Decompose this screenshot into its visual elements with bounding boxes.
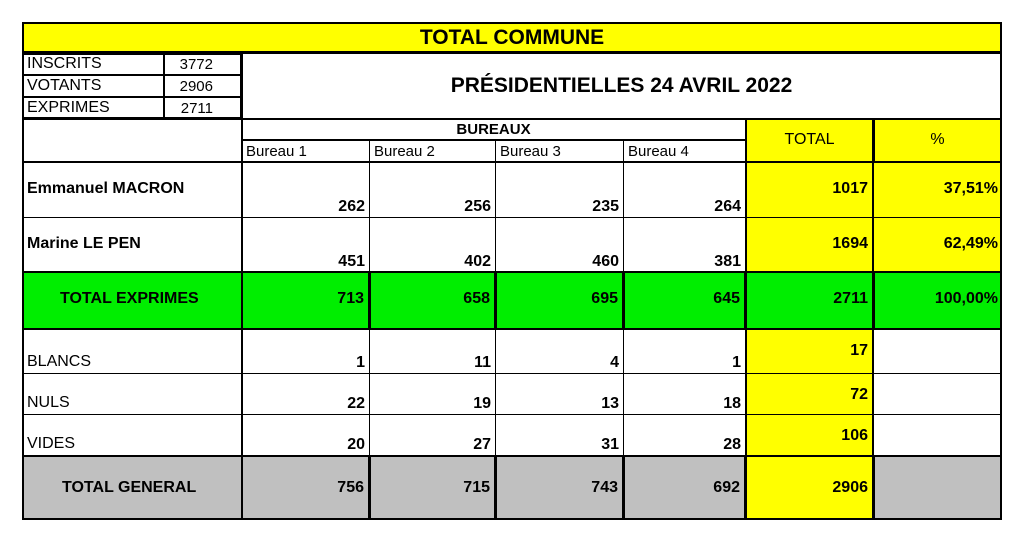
header-bureau-3 <box>495 140 624 163</box>
header-bureau-4 <box>623 140 746 163</box>
other-total-cell <box>745 414 874 456</box>
total-general-pct <box>873 455 1002 520</box>
other-b2-cell-text: 11 <box>474 354 491 371</box>
total-general-b1 <box>241 455 370 520</box>
other-b2-cell <box>369 414 496 456</box>
other-label-cell-text: VIDES <box>27 435 76 452</box>
other-b2-cell <box>369 329 496 374</box>
summary-label-text: EXPRIMES <box>27 99 110 116</box>
candidate-name-cell-text: Marine LE PEN <box>27 235 141 252</box>
candidate-b3-cell-text: 235 <box>592 198 619 215</box>
other-label-cell-text: BLANCS <box>27 353 92 370</box>
header-pct <box>873 118 1002 163</box>
candidate-b3-cell <box>495 217 624 273</box>
other-b4-cell <box>623 414 746 456</box>
other-label-cell-text: NULS <box>27 394 70 411</box>
candidate-total-cell <box>745 162 874 218</box>
candidate-pct-cell-text: 37,51% <box>943 180 998 197</box>
candidate-total-cell <box>745 217 874 273</box>
header-pct-text: % <box>930 131 945 148</box>
other-b3-cell-text: 4 <box>610 354 619 371</box>
total-exprimes-total <box>745 271 874 330</box>
header-bureaux <box>241 118 746 140</box>
other-b1-cell-text: 20 <box>347 436 365 453</box>
other-pct-cell <box>873 329 1002 374</box>
other-b1-cell <box>241 373 370 415</box>
other-b3-cell-text: 13 <box>601 395 619 412</box>
summary-value-text: 2711 <box>180 100 213 117</box>
candidate-b2-cell <box>369 162 496 218</box>
total-exprimes-b3-text: 695 <box>591 290 618 307</box>
total-exprimes-pct <box>873 271 1002 330</box>
header-total <box>745 118 874 163</box>
page-title: TOTAL COMMUNE <box>419 26 605 49</box>
header-bureau-text: Bureau 1 <box>246 143 307 160</box>
other-b2-cell <box>369 373 496 415</box>
summary-label-exprimes <box>22 97 164 119</box>
candidate-name-cell-text: Emmanuel MACRON <box>27 180 185 197</box>
total-exprimes-b1-text: 713 <box>337 290 364 307</box>
other-pct-cell <box>873 414 1002 456</box>
total-general-b2-text: 715 <box>463 479 490 496</box>
summary-value-text: 3772 <box>179 56 213 73</box>
candidate-b1-cell <box>241 162 370 218</box>
candidate-b4-cell <box>623 162 746 218</box>
summary-label-inscrits <box>22 53 164 75</box>
candidate-b2-cell <box>369 217 496 273</box>
candidate-b4-cell <box>623 217 746 273</box>
header-bureau-text: Bureau 4 <box>628 143 689 160</box>
total-general-label-text: TOTAL GENERAL <box>62 479 197 496</box>
total-exprimes-pct-text: 100,00% <box>934 290 998 307</box>
summary-label-text: VOTANTS <box>27 77 102 94</box>
other-b2-cell-text: 19 <box>473 395 491 412</box>
total-general-total-text: 2906 <box>832 479 868 496</box>
candidate-pct-cell <box>873 162 1002 218</box>
subtitle-box <box>241 52 1002 120</box>
candidate-b2-cell-text: 256 <box>464 198 491 215</box>
header-bureaux-text: BUREAUX <box>456 121 531 138</box>
header-bureau-1 <box>241 140 370 163</box>
total-exprimes-b2-text: 658 <box>463 290 490 307</box>
other-label-cell <box>22 373 243 415</box>
candidate-b1-cell-text: 451 <box>338 253 365 270</box>
header-bureau-text: Bureau 2 <box>374 143 435 160</box>
other-b3-cell-text: 31 <box>601 436 619 453</box>
candidate-b3-cell <box>495 162 624 218</box>
election-title: PRÉSIDENTIELLES 24 AVRIL 2022 <box>450 74 793 97</box>
summary-value-exprimes <box>164 97 242 119</box>
total-general-b2 <box>369 455 496 520</box>
total-general-b3-text: 743 <box>591 479 618 496</box>
other-b4-cell <box>623 373 746 415</box>
header-bureau-2 <box>369 140 496 163</box>
other-b3-cell <box>495 329 624 374</box>
total-exprimes-b4-text: 645 <box>713 290 740 307</box>
other-total-cell-text: 17 <box>850 342 868 359</box>
other-b4-cell-text: 28 <box>723 436 741 453</box>
total-general-label <box>22 455 243 520</box>
candidate-b1-cell <box>241 217 370 273</box>
candidate-name-cell <box>22 162 243 218</box>
other-total-cell <box>745 329 874 374</box>
other-label-cell <box>22 329 243 374</box>
total-exprimes-total-text: 2711 <box>833 290 868 307</box>
total-exprimes-b2 <box>369 271 496 330</box>
summary-label-votants <box>22 75 164 97</box>
title-bar <box>22 22 1002 53</box>
total-general-b4-text: 692 <box>713 479 740 496</box>
candidate-pct-cell-text: 62,49% <box>943 235 998 252</box>
candidate-total-cell-text: 1017 <box>832 180 868 197</box>
other-total-cell-text: 72 <box>850 386 868 403</box>
header-empty <box>22 118 243 163</box>
other-b4-cell <box>623 329 746 374</box>
other-label-cell <box>22 414 243 456</box>
total-exprimes-label <box>22 271 243 330</box>
other-b4-cell-text: 18 <box>723 395 741 412</box>
summary-label-text: INSCRITS <box>27 55 102 72</box>
other-b1-cell <box>241 414 370 456</box>
total-exprimes-b4 <box>623 271 746 330</box>
total-exprimes-b1 <box>241 271 370 330</box>
other-b2-cell-text: 27 <box>473 436 491 453</box>
other-pct-cell <box>873 373 1002 415</box>
total-exprimes-label-text: TOTAL EXPRIMES <box>60 290 199 307</box>
total-general-b1-text: 756 <box>337 479 364 496</box>
other-total-cell <box>745 373 874 415</box>
candidate-b4-cell-text: 264 <box>714 198 741 215</box>
total-exprimes-b3 <box>495 271 624 330</box>
candidate-name-cell <box>22 217 243 273</box>
candidate-total-cell-text: 1694 <box>832 235 868 252</box>
total-general-b4 <box>623 455 746 520</box>
candidate-pct-cell <box>873 217 1002 273</box>
header-total-text: TOTAL <box>784 131 835 148</box>
total-general-b3 <box>495 455 624 520</box>
other-b1-cell <box>241 329 370 374</box>
summary-value-inscrits <box>164 53 242 75</box>
candidate-b2-cell-text: 402 <box>464 253 491 270</box>
other-b4-cell-text: 1 <box>732 354 741 371</box>
header-bureau-text: Bureau 3 <box>500 143 561 160</box>
other-total-cell-text: 106 <box>841 427 868 444</box>
other-b3-cell <box>495 373 624 415</box>
other-b1-cell-text: 1 <box>356 354 365 371</box>
candidate-b3-cell-text: 460 <box>592 253 619 270</box>
candidate-b4-cell-text: 381 <box>714 253 741 270</box>
summary-value-text: 2906 <box>179 78 213 95</box>
other-b3-cell <box>495 414 624 456</box>
summary-value-votants <box>164 75 242 97</box>
total-general-total <box>745 455 874 520</box>
candidate-b1-cell-text: 262 <box>338 198 365 215</box>
other-b1-cell-text: 22 <box>347 395 365 412</box>
